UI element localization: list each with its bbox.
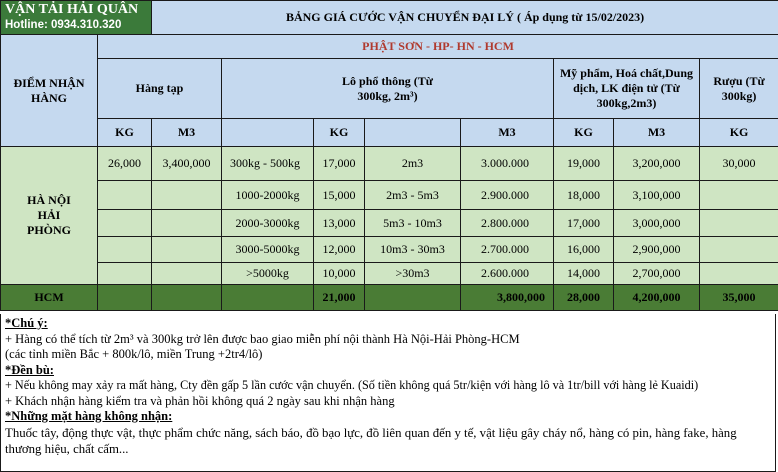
cell-ruou xyxy=(700,263,778,285)
cell-mp-m3: 3,100,000 xyxy=(614,181,700,210)
origin-header: ĐIỂM NHẬN HÀNG xyxy=(1,35,98,147)
table-title: BẢNG GIÁ CƯỚC VẬN CHUYỂN ĐẠI LÝ ( Áp dụng từ 15/02/2023) xyxy=(152,1,778,35)
cell-volume-range: 2m3 - 5m3 xyxy=(365,181,461,210)
cell-weight-range: 300kg - 500kg xyxy=(222,147,314,181)
cell-weight-price: 17,000 xyxy=(314,147,365,181)
cell-mp-kg: 14,000 xyxy=(554,263,614,285)
cell-tap-kg xyxy=(98,237,152,263)
notes-chu-y-title: *Chú ý: xyxy=(5,316,48,330)
cell-mp-m3: 3,000,000 xyxy=(614,210,700,237)
cell-volume-range: 5m3 - 10m3 xyxy=(365,210,461,237)
cell-volume-price: 2.900.000 xyxy=(461,181,554,210)
cell-weight-price: 15,000 xyxy=(314,181,365,210)
cell-tap-kg: 26,000 xyxy=(98,147,152,181)
cell-volume-range: >30m3 xyxy=(365,263,461,285)
cell-mp-m3: 2,700,000 xyxy=(614,263,700,285)
cell-volume-range: 10m3 - 30m3 xyxy=(365,237,461,263)
hn-hp-label: HÀ NỘI HẢI PHÒNG xyxy=(1,147,98,285)
cell-tap-m3 xyxy=(152,263,222,285)
cell-volume-price: 2.700.000 xyxy=(461,237,554,263)
table-row xyxy=(1,263,778,285)
cell-tap-kg xyxy=(98,210,152,237)
cell-weight-range: 1000-2000kg xyxy=(222,181,314,210)
notes-khong-nhan-line: Thuốc tây, động thực vật, thực phẩm chức năng, sách báo, đồ bạo lực, đồ liên quan đến y tế, vật liệu gây cháy nổ, hàng có pin, hàng fake, hàng thương hiệu, chất cấm... xyxy=(5,425,737,456)
notes-khong-nhan-title: *Những mặt hàng không nhận: xyxy=(5,409,173,423)
lo-pho-thong-header: Lô phổ thông (Từ 300kg, 2m³) xyxy=(222,59,554,119)
unit-kg: KG xyxy=(700,119,778,147)
cell-volume-price: 2.800.000 xyxy=(461,210,554,237)
notes-den-bu-line: + Khách nhận hàng kiểm tra và phản hồi không quá 2 ngày sau khi nhận hàng xyxy=(5,393,395,408)
my-pham-header: Mỹ phẩm, Hoá chất,Dung dịch, LK điện tử (Từ 300kg,2m3) xyxy=(554,59,700,119)
unit-kg: KG xyxy=(314,119,365,147)
hotline: Hotline: 0934.310.320 xyxy=(5,19,122,31)
notes-den-bu-title: *Đền bù: xyxy=(5,362,54,377)
cell-volume-price: 3.000.000 xyxy=(461,147,554,181)
cell-tap-m3 xyxy=(152,181,222,210)
table-row xyxy=(1,210,778,237)
cell-tap-m3: 3,400,000 xyxy=(152,147,222,181)
notes-chu-y-line: + Hàng có thể tích từ 2m³ và 300kg trở lên được bao giao miễn phí nội thành Hà Nội-Hải Phòng-HCM xyxy=(5,331,520,346)
cell-ruou xyxy=(700,181,778,210)
cell-weight-price: 21,000 xyxy=(314,285,365,311)
cell-ruou: 30,000 xyxy=(700,147,778,181)
cell-weight-range: >5000kg xyxy=(222,263,314,285)
cell-mp-m3: 2,900,000 xyxy=(614,237,700,263)
cell-tap-m3 xyxy=(152,237,222,263)
notes-den-bu-line: + Nếu không may xảy ra mất hàng, Cty đền gấp 5 lần cước vận chuyển. (Số tiền không quá 5tr/kiện với hàng lô và 1tr/bill với hàng lẻ Kuaidi) xyxy=(5,378,699,392)
hang-tap-header: Hàng tạp xyxy=(98,59,222,119)
unit-kg: KG xyxy=(554,119,614,147)
notes-section xyxy=(0,314,776,472)
cell-tap-m3 xyxy=(152,210,222,237)
unit-m3: M3 xyxy=(461,119,554,147)
cell-mp-kg: 19,000 xyxy=(554,147,614,181)
cell-tap-kg xyxy=(98,181,152,210)
cell-mp-kg: 18,000 xyxy=(554,181,614,210)
hcm-label: HCM xyxy=(1,285,98,311)
cell-weight-range: 3000-5000kg xyxy=(222,237,314,263)
cell-weight-range: 2000-3000kg xyxy=(222,210,314,237)
table-row xyxy=(1,181,778,210)
cell-volume-price: 2.600.000 xyxy=(461,263,554,285)
cell-mp-kg: 17,000 xyxy=(554,210,614,237)
unit-m3: M3 xyxy=(614,119,700,147)
route-header: PHẬT SƠN - HP- HN - HCM xyxy=(98,35,778,59)
table-row xyxy=(1,147,778,181)
unit-kg: KG xyxy=(98,119,152,147)
cell-weight-price: 13,000 xyxy=(314,210,365,237)
cell-volume-price: 3,800,000 xyxy=(461,285,554,311)
cell-ruou xyxy=(700,237,778,263)
brand-cell xyxy=(1,1,152,35)
cell-mp-kg: 16,000 xyxy=(554,237,614,263)
cell-ruou: 35,000 xyxy=(700,285,778,311)
ruou-header: Rượu (Từ 300kg) xyxy=(700,59,778,119)
table-row xyxy=(1,237,778,263)
notes-chu-y-line: (các tỉnh miền Bắc + 800k/lô, miền Trung +2tr4/lô) xyxy=(5,347,263,361)
cell-mp-m3: 3,200,000 xyxy=(614,147,700,181)
cell-volume-range: 2m3 xyxy=(365,147,461,181)
cell-weight-price: 12,000 xyxy=(314,237,365,263)
brand-name: VẬN TẢI HẢI QUÂN xyxy=(5,2,139,17)
cell-ruou xyxy=(700,210,778,237)
cell-mp-kg: 28,000 xyxy=(554,285,614,311)
cell-mp-m3: 4,200,000 xyxy=(614,285,700,311)
cell-tap-kg xyxy=(98,263,152,285)
cell-weight-price: 10,000 xyxy=(314,263,365,285)
table-row-hcm xyxy=(1,285,778,311)
unit-m3: M3 xyxy=(152,119,222,147)
